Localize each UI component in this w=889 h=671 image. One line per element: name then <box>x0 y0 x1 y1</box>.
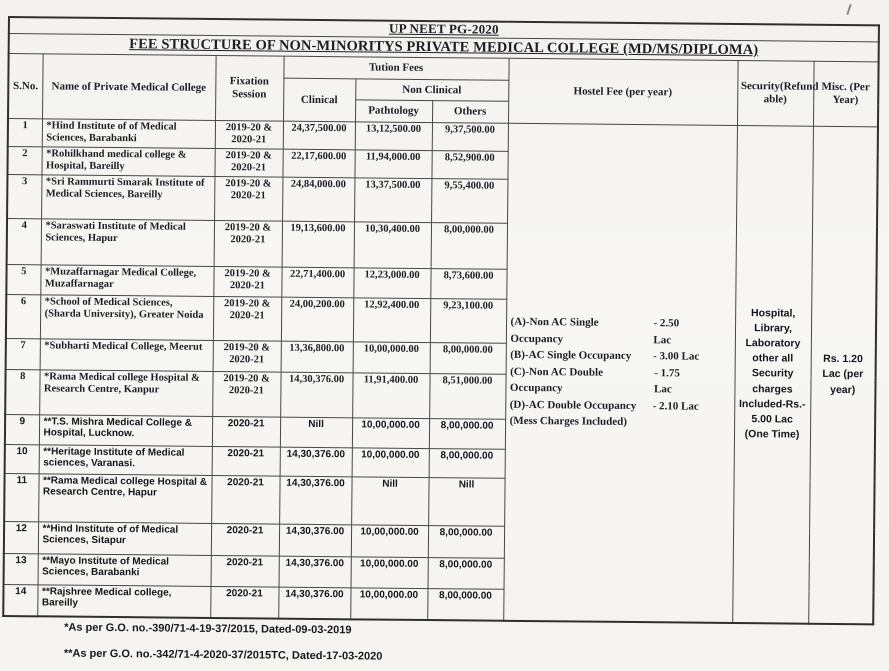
fixation-session-cell: 2020-21 <box>211 523 279 556</box>
pathology-fee-cell: 12,92,400.00 <box>353 298 430 343</box>
hostel-fee-note-cell <box>503 123 737 623</box>
hostel-option-label: (D)-AC Double Occupancy <box>509 398 637 412</box>
pathology-fee-cell: 10,00,000.00 <box>353 342 430 374</box>
col-header-sno: S.No. <box>8 53 43 118</box>
fixation-session-cell: 2020-21 <box>212 416 280 447</box>
pathology-fee-cell: 10,00,000.00 <box>350 588 427 621</box>
clinical-fee-cell: 22,71,400.00 <box>281 267 353 298</box>
misc-note: Rs. 1.20 Lac (per year) <box>822 353 864 396</box>
row-serial-number: 14 <box>3 584 37 616</box>
clinical-fee-cell: Nill <box>280 417 352 448</box>
footnote-2: **As per G.O. no.-342/71-4-2020-37/2015TC, Dated-17-03-2020 <box>63 647 383 663</box>
hostel-option-line <box>510 314 727 349</box>
clinical-fee-cell: 24,84,000.00 <box>282 177 354 222</box>
others-fee-cell: 8,73,600.00 <box>430 268 506 299</box>
others-fee-cell: 8,51,000.00 <box>429 373 505 419</box>
others-fee-cell: 9,37,500.00 <box>432 123 508 151</box>
hostel-option-value: - 3.00 Lac <box>653 350 700 363</box>
hostel-option-label: (B)-AC Single Occupancy <box>510 349 632 363</box>
fee-structure-table <box>2 16 880 626</box>
col-header-others: Others <box>432 101 508 124</box>
college-name-cell: *Rohilkhand medical college & Hospital, Bareilly <box>41 147 214 177</box>
clinical-fee-cell: 14,30,376.00 <box>279 476 351 525</box>
document-title: UP NEET PG-2020 <box>389 20 499 37</box>
clinical-fee-cell: 14,30,376.00 <box>279 524 351 557</box>
clinical-fee-cell: 19,13,600.00 <box>282 221 354 268</box>
others-fee-cell: 8,52,900.00 <box>431 150 507 179</box>
others-fee-cell: 8,00,000.00 <box>428 557 504 589</box>
col-header-pathology: Pathtology <box>355 100 432 123</box>
fixation-session-cell: 2020-21 <box>210 586 278 619</box>
pathology-fee-cell: 10,00,000.00 <box>351 525 428 558</box>
pathology-fee-cell: 11,91,400.00 <box>352 373 429 419</box>
college-name-cell: **T.S. Mishra Medical College & Hospital, Lucknow. <box>39 415 212 447</box>
misc-note-cell <box>808 126 878 624</box>
row-serial-number: 2 <box>7 146 41 174</box>
college-name-cell: *Subharti Medical College, Meerut <box>40 339 213 372</box>
pathology-fee-cell: 13,37,500.00 <box>354 178 431 223</box>
fixation-session-cell: 2020-21 <box>212 446 280 476</box>
security-note-cell <box>732 125 813 623</box>
row-serial-number: 9 <box>5 414 39 444</box>
footnote-1: *As per G.O. no.-390/71-4-19-37/2015, Dated-09-03-2019 <box>64 621 352 637</box>
pen-mark <box>846 4 851 15</box>
college-name-cell: *Hind Institute of of Medical Sciences, Barabanki <box>42 119 215 148</box>
others-fee-cell: 8,00,000.00 <box>429 448 505 478</box>
row-serial-number: 10 <box>5 444 39 473</box>
row-serial-number: 3 <box>7 174 41 218</box>
college-name-cell: **Hind Institute of of Medical Sciences, Sitapur <box>38 522 211 556</box>
col-header-non-clinical: Non Clinical <box>355 79 508 101</box>
row-serial-number: 8 <box>5 369 39 414</box>
hostel-option-label: (A)-Non AC Single Occupancy <box>510 316 599 346</box>
college-name-cell: **Rama Medical college Hospital & Research Centre, Hapur <box>38 474 211 524</box>
college-name-cell: **Rajshree Medical college, Bareilly <box>37 584 210 618</box>
col-header-college-name: Name of Private Medical College <box>42 54 216 121</box>
row-serial-number: 13 <box>4 553 38 584</box>
clinical-fee-cell: 24,37,500.00 <box>283 121 355 149</box>
college-name-cell: *Saraswati Institute of Medical Sciences, Hapur <box>41 219 214 267</box>
clinical-fee-cell: 14,30,376.00 <box>279 556 351 588</box>
clinical-fee-cell: 22,17,600.00 <box>282 149 354 178</box>
fixation-session-cell: 2019-20 & 2020-21 <box>214 220 282 267</box>
college-name-cell: *Rama Medical college Hospital & Research Centre, Kanpur <box>39 370 212 417</box>
col-header-misc: Misc. (Per Year) <box>813 61 879 127</box>
table-body <box>3 118 878 624</box>
document-content <box>2 16 880 663</box>
pathology-fee-cell: 10,00,000.00 <box>351 557 428 589</box>
fixation-session-cell: 2020-21 <box>211 555 279 587</box>
hostel-fee-note <box>509 314 732 432</box>
row-serial-number: 7 <box>6 338 40 369</box>
col-header-clinical: Clinical <box>283 78 355 122</box>
fixation-session-cell: 2019-20 & 2020-21 <box>214 148 282 177</box>
pathology-fee-cell: 10,00,000.00 <box>352 418 429 449</box>
pathology-fee-cell: Nill <box>351 477 428 526</box>
pathology-fee-cell: 13,12,500.00 <box>355 122 432 150</box>
col-header-security: Security(Refund able) <box>737 60 814 126</box>
others-fee-cell: 9,23,100.00 <box>430 298 506 343</box>
pathology-fee-cell: 11,94,000.00 <box>354 150 431 179</box>
college-name-cell: *Sri Rammurti Smarak Institute of Medical Sciences, Bareilly <box>41 175 214 221</box>
others-fee-cell: 8,00,000.00 <box>428 525 504 558</box>
pathology-fee-cell: 10,30,400.00 <box>354 222 431 269</box>
col-header-fixation-session: Fixation Session <box>215 55 284 121</box>
row-serial-number: 6 <box>6 294 40 338</box>
col-header-hostel-fee: Hostel Fee (per year) <box>508 58 738 125</box>
pathology-fee-cell: 12,23,000.00 <box>353 268 430 299</box>
fixation-session-cell: 2020-21 <box>211 475 279 524</box>
fixation-session-cell: 2019-20 & 2020-21 <box>212 371 280 417</box>
row-serial-number: 5 <box>6 264 40 294</box>
clinical-fee-cell: 14,30,376.00 <box>278 587 350 620</box>
hostel-option-value: - 2.10 Lac <box>652 400 699 413</box>
others-fee-cell: 8,00,000.00 <box>430 342 506 374</box>
fixation-session-cell: 2019-20 & 2020-21 <box>215 120 283 148</box>
others-fee-cell: 9,55,400.00 <box>431 178 507 223</box>
hostel-option-line <box>510 347 727 366</box>
hostel-option-value: - 2.50 Lac <box>653 317 680 347</box>
row-serial-number: 11 <box>4 473 38 521</box>
fixation-session-cell: 2019-20 & 2020-21 <box>214 176 282 221</box>
others-fee-cell: Nill <box>428 477 504 526</box>
document-subtitle: FEE STRUCTURE OF NON-MINORITYS PRIVATE MEDICAL COLLEGE (MD/MS/DIPLOMA) <box>129 36 759 59</box>
row-serial-number: 4 <box>7 218 41 264</box>
hostel-mess-note: (Mess Charges Included) <box>509 415 628 429</box>
college-name-cell: *School of Medical Sciences, (Sharda University), Greater Noida <box>40 295 213 341</box>
college-name-cell: **Heritage Institute of Medical sciences, Varanasi. <box>39 445 212 476</box>
hostel-option-line <box>510 397 727 416</box>
others-fee-cell: 8,00,000.00 <box>431 222 507 269</box>
row-serial-number: 12 <box>4 521 38 553</box>
clinical-fee-cell: 24,00,200.00 <box>281 297 353 342</box>
security-note: Hospital, Library, Laboratory other all Security charges Included-Rs.- 5.00 Lac (One Time) <box>738 306 806 441</box>
college-name-cell: *Muzaffarnagar Medical College, Muzaffarnagar <box>40 265 213 297</box>
fixation-session-cell: 2019-20 & 2020-21 <box>213 266 281 297</box>
hostel-option-label: (C)-Non AC Double Occupancy <box>509 365 604 395</box>
college-name-cell: **Mayo Institute of Medical Sciences, Barabanki <box>38 553 211 586</box>
hostel-option-line <box>510 364 727 399</box>
fixation-session-cell: 2019-20 & 2020-21 <box>213 296 281 341</box>
others-fee-cell: 8,00,000.00 <box>427 588 503 621</box>
others-fee-cell: 8,00,000.00 <box>429 418 505 449</box>
hostel-option-value: - 1.75 Lac <box>654 367 680 396</box>
col-header-tution-fees: Tution Fees <box>283 56 508 80</box>
clinical-fee-cell: 14,30,376.00 <box>280 372 352 418</box>
row-serial-number: 1 <box>8 118 42 146</box>
clinical-fee-cell: 13,36,800.00 <box>281 341 353 373</box>
fixation-session-cell: 2019-20 & 2020-21 <box>213 340 281 372</box>
clinical-fee-cell: 14,30,376.00 <box>280 447 352 477</box>
pathology-fee-cell: 10,00,000.00 <box>352 448 429 478</box>
